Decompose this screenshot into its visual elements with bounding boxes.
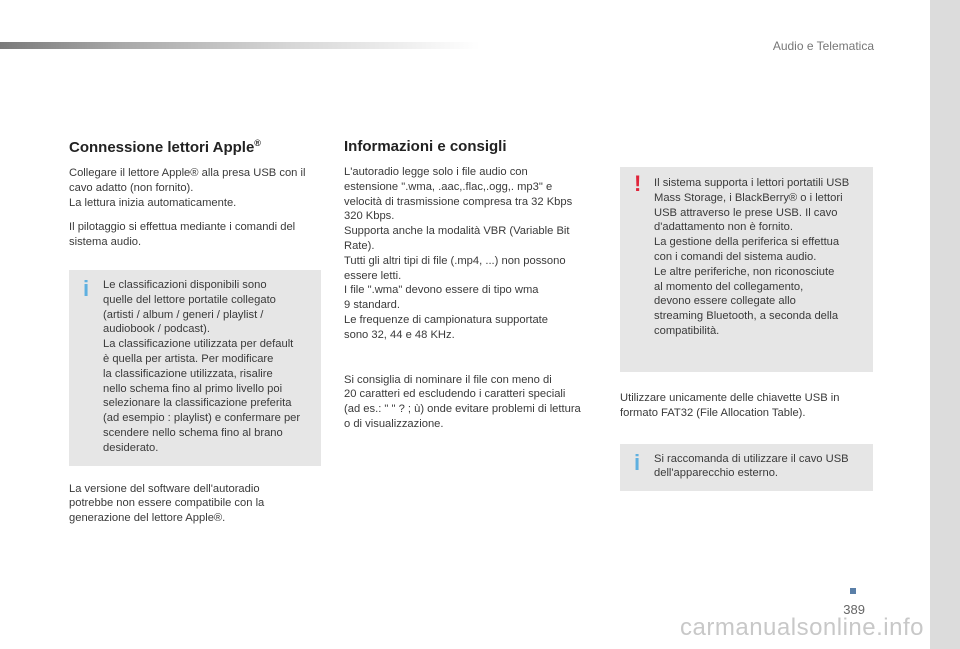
audio-formats-text: L'autoradio legge solo i file audio con estensione ".wma, .aac,.flac,.ogg,. mp3" e velocità di trasmissione compresa tra 32 Kbps 320 Kbps. Supporta anche la modalità VBR (Variable Bit Rate). Tutti gli altri tipi di file (.mp4, ...) non possono essere letti. I file ".wma" devono essere di tipo wma 9 standard. Le frequenze di campionatura supportate sono 32, 44 e 48 KHz.: [344, 166, 573, 341]
apple-version-text: La versione del software dell'autoradio potrebbe non essere compatibile con la generazione del lettore Apple®.: [69, 482, 265, 525]
usb-warning-note: [620, 167, 873, 372]
filename-advice-text: Si consiglia di nominare il file con meno di 20 caratteri ed escludendo i caratteri speciali (ad es.: " " ? ; ù) onde evitare problemi di lettura o di visualizzazione.: [344, 373, 581, 430]
header-gradient-bar: [0, 42, 480, 49]
apple-info-note-text: Le classificazioni disponibili sono quelle del lettore portatile collegato (artisti / album / generi / playlist / audiobook / podcast). La classificazione utilizzata per default è quella per artista. Per modificare la classificazione utilizzata, risalire nello schema fino al primo livello poi selezionare la classificazione preferita (ad esempio : playlist) e confermare per scendere nello schema fino al brano desiderato.: [103, 278, 301, 454]
usb-cable-note: [620, 444, 873, 492]
info-icon: i: [83, 275, 90, 301]
usb-cable-note-text: Si raccomanda di utilizzare il cavo USB dell'apparecchio esterno.: [654, 452, 849, 480]
apple-connect-text: Collegare il lettore Apple® alla presa USB con il cavo adatto (non fornito). La lettura inizia automaticamente.: [69, 167, 306, 209]
page-number: 389: [843, 602, 865, 617]
apple-control-text: Il pilotaggio si effettua mediante i comandi del sistema audio.: [69, 221, 296, 249]
apple-info-note: [69, 270, 321, 466]
column-info-tips: [344, 138, 596, 432]
section-title: Audio e Telematica: [772, 39, 874, 53]
column-apple-connection: [69, 138, 321, 526]
page-marker-icon: [850, 588, 856, 594]
info-icon: i: [634, 449, 641, 475]
info-section-heading: Informazioni e consigli: [344, 138, 507, 155]
usb-format-text: Utilizzare unicamente delle chiavette USB in formato FAT32 (File Allocation Table).: [620, 392, 840, 419]
apple-section-heading: Connessione lettori Apple®: [69, 138, 261, 156]
page-edge-strip: [930, 0, 960, 649]
watermark: carmanualsonline.info: [680, 614, 924, 641]
warning-icon: !: [634, 171, 642, 196]
usb-warning-text: Il sistema supporta i lettori portatili USB Mass Storage, i BlackBerry® o i lettori USB attraverso le prese USB. Il cavo d'adattamento non è fornito. La gestione della periferica si effettua con i comandi del sistema audio. Le altre periferiche, non riconosciute al momento del collegamento, devono essere collegate allo streaming Bluetooth, a seconda della compatibilità.: [654, 177, 850, 337]
column-usb: [620, 167, 873, 491]
